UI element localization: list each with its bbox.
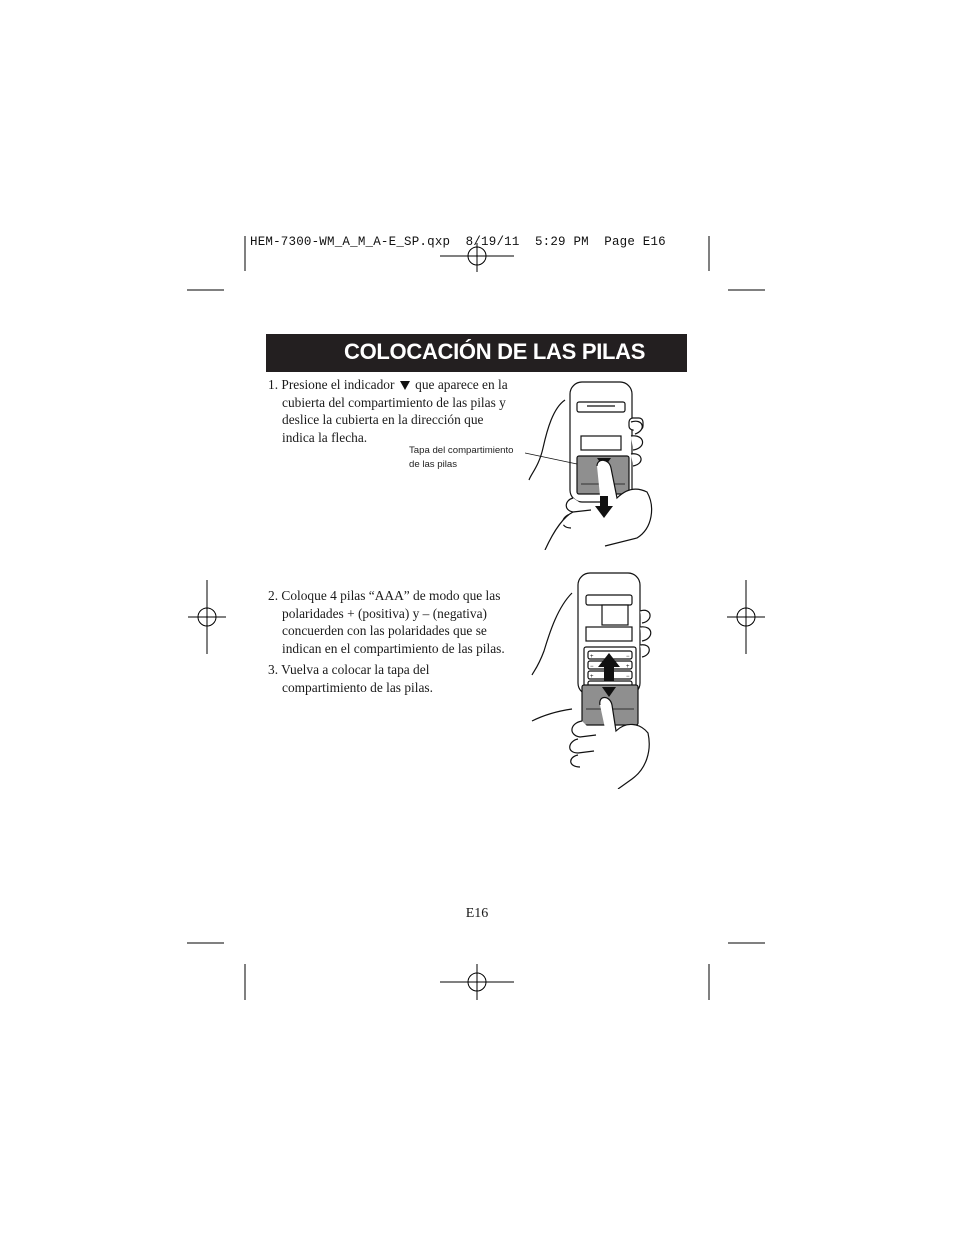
battery-insertion-illustration [528,571,663,789]
step-1-line3: deslice la cubierta en la dirección que [282,412,484,427]
section-title-bar [266,334,687,372]
step-3 [268,661,533,696]
file-slug: HEM-7300-WM_A_M_A-E_SP.qxp 8/19/11 5:29 PM Page E16 [250,235,666,249]
step-2-line3: concuerden con las polaridades que se [282,623,487,638]
step-1-line4: indica la flecha. [282,429,368,445]
step-1-line2: cubierta del compartimiento de las pilas y [282,394,506,410]
page-number: E16 [465,906,489,921]
registration-mark [440,964,514,1000]
cover-caption [409,444,514,472]
caption-line1: Tapa del compartimiento [409,445,514,456]
down-triangle-icon [400,381,410,390]
registration-mark [188,580,226,654]
step-1-rest: que aparece en la [415,377,508,392]
svg-text:+: + [590,654,594,660]
svg-text:−: − [626,654,630,660]
svg-text:+: + [590,674,594,680]
step-2-line2: polaridades + (positiva) y – (negativa) [282,605,487,621]
step-3-line2: compartimiento de las pilas. [282,679,433,695]
caption-line2: de las pilas [409,459,457,470]
registration-mark [727,580,765,654]
cover-removal-illustration [525,378,660,550]
svg-text:−: − [626,674,630,680]
svg-text:−: − [590,664,594,670]
step-2 [268,587,533,657]
step-3-line1: 3. Vuelva a colocar la tapa del [268,662,430,677]
step-1-lead: 1. Presione el indicador [268,377,395,392]
step-2-line4: indican en el compartimiento de las pilas. [282,640,505,656]
step-1 [268,376,528,446]
svg-text:+: + [626,664,630,670]
step-2-line1: 2. Coloque 4 pilas “AAA” de modo que las [268,588,501,603]
page-title: COLOCACIÓN DE LAS PILAS [344,339,646,364]
